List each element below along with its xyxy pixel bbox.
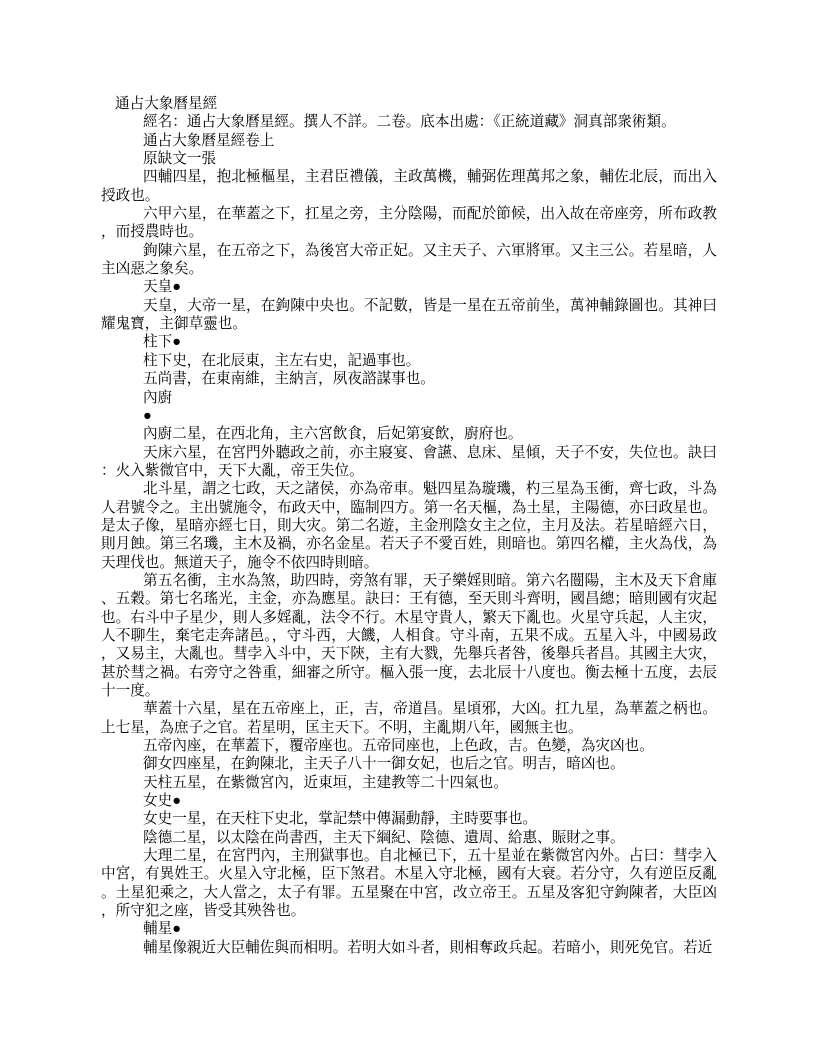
- paragraph: 五尚書，在東南維，主納言，夙夜諮謀事也。: [143, 371, 435, 388]
- paragraph: 天皇，大帝一星，在鉤陳中央也。不記數，皆是一星在五帝前坐，萬神輔錄圖也。其神曰耀鬼寶，主御草靈也。: [101, 297, 717, 333]
- paragraph: 北斗星，謂之七政，天之諸侯，亦為帝車。魁四星為璇璣，杓三星為玉衝，齊七政，斗為人君號令之。主出號施令，布政天中，臨制四方。第一名天樞，為土星，主陽德，亦曰政星也。是太子像，星暗亦經七日，則大灾。第二名遊，主金刑陰女主之位，主月及法。若星暗經六日，則月蝕。第三名璣，主木及禍，亦名金星。若天子不愛百姓，則暗也。第四名權，主火為伐，為天理伐也。無道天子，施令不依四時則暗。: [101, 481, 717, 571]
- paragraph: 五帝內座，在華蓋下，覆帝座也。五帝同座也，上色政，吉。色變，為灾凶也。: [143, 738, 654, 755]
- paragraph: 柱下史，在北辰東，主左右史，記過事也。: [143, 352, 421, 369]
- paragraph: 陰德二星，以太陰在尚書西，主天下綱紀、陰德、遺周、給惠、賑財之事。: [143, 829, 625, 846]
- document-title: 通占大象曆星經: [115, 96, 218, 112]
- paragraph: 六甲六星，在華蓋之下，扛星之旁，主分陰陽，而配於節候，出入故在帝座旁，所布政教，而授農時也。: [101, 206, 717, 241]
- paragraph: 內廚: [143, 389, 173, 406]
- paragraph: 鉤陳六星，在五帝之下，為後宮大帝正妃。又主天子、六軍將軍。又主三公。若星暗，人主凶惡之象矣。: [101, 242, 717, 278]
- paragraph: 大理二星，在宮門內，主刑獄事也。自北極已下，五十星並在紫微宮內外。占曰：彗孛入中宮，有異姓王。火星入守北極，臣下煞君。木星入守北極，國有大衰。若分守，久有逆臣反亂。土星犯乘之，大人當之，太子有罪。五星聚在中宮，改立帝王。五星及客犯守鉤陳者，大臣凶，所守犯之座，皆受其殃咎也。: [101, 848, 717, 920]
- paragraph: 輔星像親近大臣輔佐與而相明。若明大如斗者，則相奪政兵起。若暗小，則死免官。若近: [143, 939, 713, 956]
- document-body: [101, 113, 717, 957]
- paragraph: 柱下●: [143, 334, 182, 351]
- paragraph: 華蓋十六星，星在五帝座上，正，吉，帝道昌。星頃邪，大凶。扛九星，為華蓋之柄也。上七星，為庶子之官。若星明，匡主天下。不明，主亂期八年，國無主也。: [101, 701, 717, 736]
- paragraph: 經名：通占大象曆星經。撰人不詳。二卷。底本出處：《正統道藏》洞真部衆術類。: [143, 114, 676, 131]
- paragraph: 天柱五星，在紫微宮內，近東垣，主建教等二十四氣也。: [143, 774, 508, 791]
- paragraph: 第五名衝，主水為煞，助四時，旁煞有罪，天子樂婬則暗。第六名闓陽，主木及天下倉庫、五穀。第七名瑤光，主金，亦為應星。訣曰：王有德，至天則斗齊明，國昌總；暗則國有灾起也。右斗中子星少，則人多婬亂，法令不行。木星守貴人，繁天下亂也。火星守兵起，人主灾，人不聊生，棄宅走奔諸邑。，守斗西，大饑，人相食。守斗南，五果不成。五星入斗，中國易政，又易主，大亂也。彗孛入斗中，天下陝，主有大戮，先舉兵者咎，後舉兵者昌。其國主大灾，甚於彗之禍。右旁守之咎重，細審之所守。樞入張一度，去北辰十八度也。衡去極十五度，去辰十一度。: [101, 572, 717, 699]
- paragraph: ●: [143, 407, 152, 424]
- paragraph: 通占大象曆星經卷上: [143, 132, 275, 149]
- paragraph: 四輔四星，抱北極樞星，主君臣禮儀，主政萬機，輔弼佐理萬邦之象，輔佐北辰，而出入授政也。: [101, 169, 717, 204]
- paragraph: 天皇●: [143, 279, 182, 296]
- paragraph: 內廚二星，在西北角，主六宮飲食，后妃第宴飲，廚府也。: [143, 426, 523, 443]
- paragraph: 御女四座星，在鉤陳北，主天子八十一御女妃，也后之官。明吉，暗凶也。: [143, 756, 625, 773]
- document-page: [101, 95, 717, 957]
- paragraph: 女史一星，在天柱下史北，掌記禁中傳漏動靜，主時要事也。: [143, 811, 538, 828]
- paragraph: 女史●: [143, 793, 182, 810]
- paragraph: 天床六星，在宮門外聽政之前，亦主寢宴、會讌、息床、星傾，天子不安，失位也。訣曰：火入紫微官中，天下大亂，帝王失位。: [101, 444, 717, 479]
- paragraph: 輔星●: [143, 921, 182, 938]
- paragraph: 原缺文一張: [143, 151, 216, 168]
